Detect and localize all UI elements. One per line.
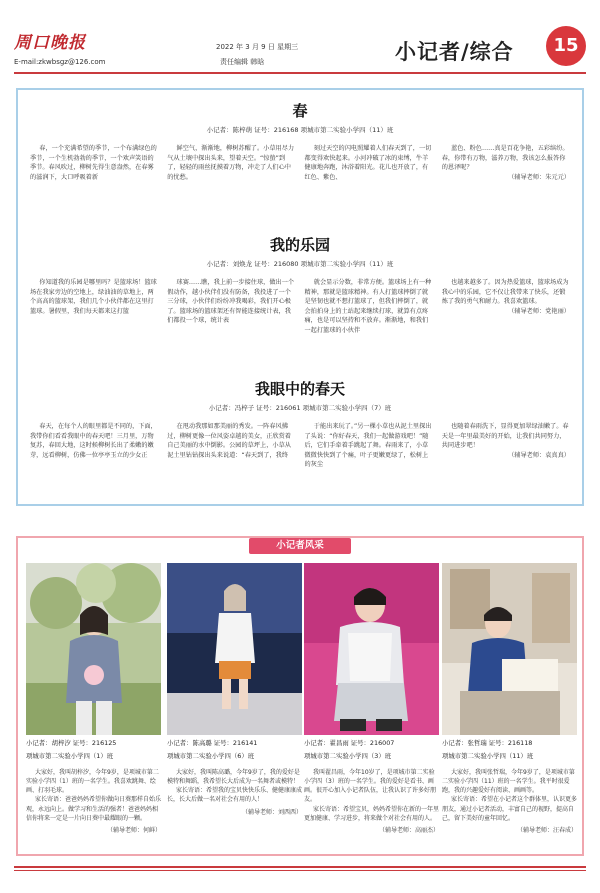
reporter-intro: 我叫翟昌雨，今年10岁了，是项城市第二实验小学四（3）班的一名学生。我的爱好是看书、画画。很开心加入小记者队伍，让我认识了许多好朋友。 [304, 768, 437, 804]
masthead [0, 0, 600, 78]
header-divider [14, 72, 586, 74]
reporter-photo [167, 563, 302, 735]
article-column: 于能出来玩了。”另一棵小草也从泥土里探出了头说：“你好春天，我们一起做游戏吧！”随后，它们手牵着手跳起了舞。春雨来了，小草微微快快到了个痛，叶子更嫩更绿了，松树上的灰尘 [304, 423, 432, 469]
reporter-card [26, 563, 161, 834]
reporter-name: 小记者：翟昌雨 证号：216007 [304, 739, 395, 747]
reporter-teacher: （辅导老师：汪春成） [516, 827, 577, 835]
issue-date: 2022 年 3 月 9 日 星期三 [216, 43, 299, 51]
article-body [18, 422, 582, 470]
reporter-intro: 大家好，我叫陈高璐，今年9岁了，我的爱好是模特和舞蹈，我希望长大后成为一名舞者或模特！ [167, 768, 300, 785]
parent-message: 家长寄语：希望我的宝贝快快乐乐、健健康康成长，长大后做一名对社会有用的人！ [167, 787, 303, 804]
article-teacher: （辅导老师：朱元元） [508, 173, 570, 181]
footer-divider-thin [14, 870, 586, 871]
article-byline: 小记者：陈梓萌 证号：216168 项城市第二实验小学四（11）班 [206, 126, 394, 134]
reporter-intro: 大家好，我叫张哲瑞，今年9岁了，是项城市第二实验小学四（11）班的一名学生。我平时很爱跑，我的兴趣爱好有阅读、画画等。 [442, 768, 575, 795]
reporter-school: 项城市第二实验小学四（3）班 [304, 752, 392, 761]
article-title: 我眼中的春天 [254, 380, 345, 398]
reporter-photo [26, 563, 161, 735]
article-byline: 小记者：刘焕龙 证号：216080 项城市第二实验小学四（11）班 [206, 260, 394, 268]
reporter-teacher: （辅导老师：何鲜） [106, 827, 161, 835]
reporter-card [442, 563, 577, 834]
article-my-paradise [18, 234, 582, 336]
article-teacher: （辅导老师：党艳丽） [508, 307, 570, 315]
article-byline: 小记者：冯梓子 证号：216061 项城市第二实验小学四（7）班 [208, 404, 392, 412]
article-column: 蓝色、粉色……真是百花争艳，五彩缤纷。春，你带有万物，滋养万物，我该怎么报答你的恩泽呢？ （辅导老师：朱元元） [441, 145, 570, 181]
reporter-teacher: （辅导老师：高丽杰） [378, 827, 439, 835]
reporter-name: 小记者：张哲瑞 证号：216118 [442, 739, 533, 747]
article-column: 春，一个充满希望的季节，一个布满绿色的季节，一个生机勃勃的季节，一个欢声笑语的季节。春风吹过，柳树先得生意盎然，在春雾的滋润下，大口呼吸着新 [30, 145, 157, 181]
article-column: 刻过天空的闪电照耀着人们春天到了，一切都变得欢快起来。小河冲破了冰的束缚，牛羊健康地奔跑，沐浴着阳光。花儿也开放了，有红色、紫色、 [304, 145, 432, 181]
reporter-name: 小记者：胡梓汐 证号：216125 [26, 739, 117, 747]
parent-message: 家长寄语：希望在小记者这个群体里，认识更多朋友，通过小记者活动，丰富自己的视野，提高自己，留下美好的童年回忆。 [442, 796, 578, 823]
article-body [18, 278, 582, 336]
parent-message: 家长寄语：爸爸妈妈希望你做向日葵那样自始乐观，永远向上。做学习和生活的强者！爸爸妈妈相信你将来一定是一片向日葵中最耀眼的一颗。 [26, 796, 162, 823]
article-spring-in-my-eyes [18, 378, 582, 470]
reporter-school: 项城市第二实验小学四（11）班 [442, 752, 534, 761]
reporter-teacher: （辅导老师：刘西西） [241, 808, 302, 816]
article-title: 我的乐园 [269, 236, 330, 254]
article-column: 就会显示分数，非常方便。篮球场上有一种精神，那就是篮球精神。有人打篮球摔倒了就是坚韧也就不想打篮球了，但我们摔倒了，就会拍拍身上的土站起来继续打球，就算有点疼痛，也是可以坚持和不放弃。渐渐地，和我们一起打篮球的小伙伴 [304, 279, 432, 335]
article-teacher: （辅导老师：袁真真） [508, 451, 570, 459]
reporter-photo [304, 563, 439, 735]
newspaper-logo: 周口晚报 [14, 33, 86, 53]
gallery-heading: 小记者风采 [249, 538, 351, 554]
reporter-name: 小记者：陈高璐 证号：216141 [167, 739, 258, 747]
reporter-school: 项城市第二实验小学四（6）班 [167, 752, 255, 761]
article-column: 春天，在每个人的眼里都是不同的，下面，我带你们看看我眼中的春天吧！三月里，万物复苏，春回大地，这时候柳树长出了柔嫩的嫩芽，远看柳树，仿佛一位亭亭玉立的少女正 [30, 423, 157, 459]
reporter-photo [442, 563, 577, 735]
reporter-card [304, 563, 439, 834]
article-column: 也越来越多了。因为热爱篮球，篮球场成为我心中的乐园，它不仅让我带来了快乐，还锻炼了我的勇气和耐力。我喜欢篮球。 （辅导老师：党艳丽） [441, 279, 570, 315]
reporter-intro: 大家好，我叫胡梓汐，今年9岁，是项城市第二实验小学四（1）班的一名学生。我喜欢跳舞、绘画、打羽毛球。 [26, 768, 159, 795]
parent-message: 家长寄语：希望宝贝，妈妈希望你在新的一年里更加健康、学习进步，将来做个对社会有用的人。 [304, 805, 440, 823]
article-column: 也随着春雨洗下，显得更加翠绿油嫩了。春天是一年里最美好的开始，让我们共同努力，共同进步吧！ （辅导老师：袁真真） [441, 423, 570, 459]
reporter-school: 项城市第二实验小学四（1）班 [26, 752, 114, 761]
article-body [18, 144, 582, 182]
article-spring [18, 100, 582, 182]
article-title: 春 [292, 102, 308, 120]
article-column: 你知道我的乐园是哪里吗？是篮球场！篮球场在我家旁边的空地上，绿油油的草地上，两个高高的篮球架，我们几个小伙伴都在这里打篮球。暑假里，我们每天都来这打篮 [30, 279, 157, 315]
article-column: 球赛……瞧，我上前一步接住球，做出一个假动作，越小伙伴们没有防备，我投进了一个三分球，小伙伴们纷纷冲我喝彩，我们开心极了。篮球场的篮球架还有智能连接统计表，我们都投一个球，统计表 [167, 279, 295, 325]
contact-email: E-mail:zkwbsgz@126.com [14, 58, 106, 66]
responsible-editor: 责任编辑 韩晗 [220, 58, 265, 66]
article-column: 鲜空气，渐渐地，柳树苏醒了。小草用尽力气从土壤中探出头来，望着天空。“惊蛰”到了，轻轻的雨丝抚摸着万物，冲走了人们心中的忧愁。 [167, 145, 295, 181]
section-title: 小记者/综合 [395, 40, 514, 64]
article-column: 在甩动我那如那美丽的秀发。一阵春风拂过，柳树更像一位风姿卓越的美女，正欣赏着自己美丽的水中倒影。公园的草坪上，小草从泥土里钻钻探出头来说道：“春天到了，我终 [167, 423, 291, 459]
footer-divider [14, 866, 586, 868]
page-number-badge: 15 [546, 26, 586, 66]
reporter-card [167, 563, 302, 816]
